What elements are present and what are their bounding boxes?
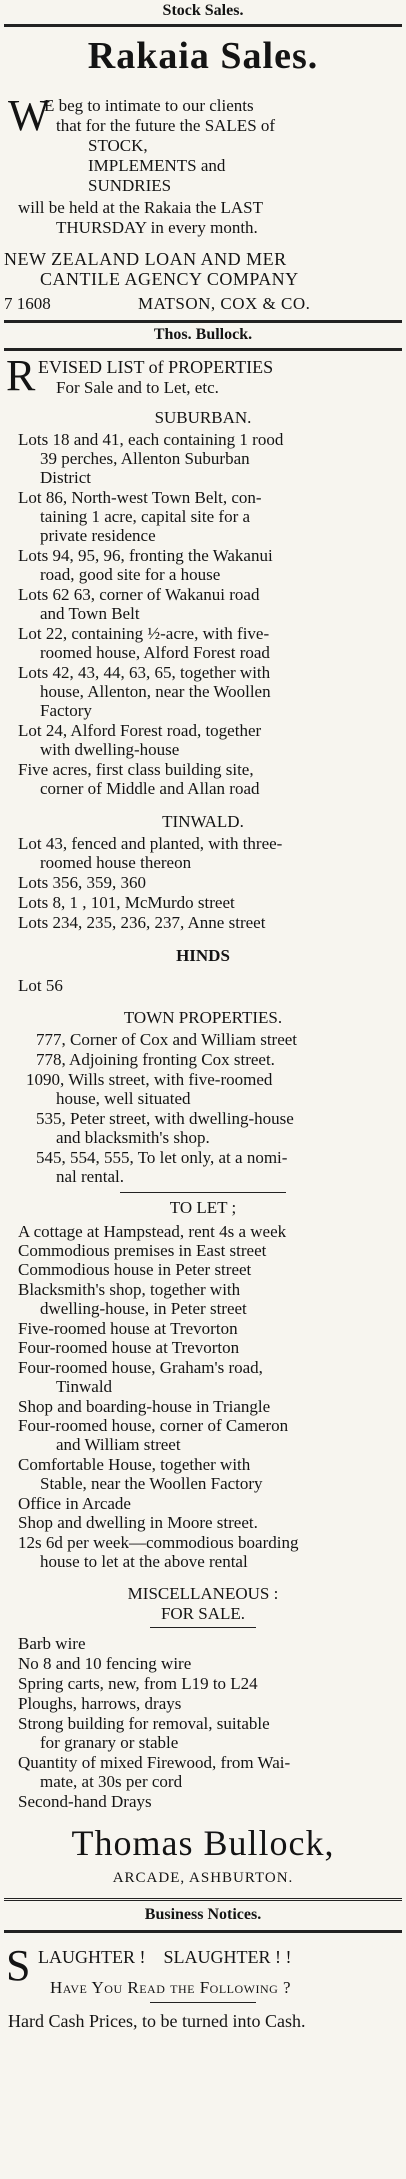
property-line: Shop and dwelling in Moore street. xyxy=(18,1513,258,1532)
advertiser-address: ARCADE, ASHBURTON. xyxy=(112,1870,294,1886)
property-line: taining 1 acre, capital site for a xyxy=(40,507,251,526)
property-line: 39 perches, Allenton Suburban xyxy=(40,449,250,468)
stock-line: that for the future the SALES of xyxy=(56,116,276,135)
stock-line: SUNDRIES xyxy=(88,176,172,195)
property-line: Lots 8, 1 , 101, McMurdo street xyxy=(18,893,235,912)
property-line: Lots 94, 95, 96, fronting the Wakanui xyxy=(18,546,273,565)
rakaia-sales-title: Rakaia Sales. xyxy=(87,35,319,77)
short-divider xyxy=(150,1627,256,1628)
sale-item: Second-hand Drays xyxy=(18,1792,152,1811)
company-line: CANTILE AGENCY COMPANY xyxy=(40,269,299,289)
divider xyxy=(4,320,402,323)
sale-item: Barb wire xyxy=(18,1634,86,1653)
property-line: house to let at the above rental xyxy=(40,1552,248,1571)
for-sale-subheading: FOR SALE. xyxy=(160,1604,246,1623)
short-divider xyxy=(120,1192,286,1193)
sale-item: for granary or stable xyxy=(40,1733,179,1752)
sale-item: Ploughs, harrows, drays xyxy=(18,1694,182,1713)
list-title: EVISED LIST of PROPERTIES xyxy=(38,357,274,377)
sale-item: Strong building for removal, suitable xyxy=(18,1714,270,1733)
property-line: roomed house thereon xyxy=(40,853,192,872)
company-line: NEW ZEALAND LOAN AND MER xyxy=(4,249,287,269)
stock-line: E beg to intimate to our clients xyxy=(44,96,254,115)
property-line: Five acres, first class building site, xyxy=(18,760,254,779)
bullock-heading: Thos. Bullock. xyxy=(153,326,253,343)
property-line: road, good site for a house xyxy=(40,565,221,584)
property-line: Four-roomed house at Trevorton xyxy=(18,1338,240,1357)
property-line: house, well situated xyxy=(56,1089,191,1108)
drop-cap-s: S xyxy=(6,1941,31,1990)
property-line: house, Allenton, near the Woollen xyxy=(40,682,271,701)
divider xyxy=(4,24,402,27)
ad-reference: 7 1608 xyxy=(4,294,51,313)
agents-name: MATSON, COX & CO. xyxy=(138,294,311,313)
property-line: corner of Middle and Allan road xyxy=(40,779,260,798)
misc-heading: MISCELLANEOUS : xyxy=(127,1584,279,1603)
property-line: Shop and boarding-house in Triangle xyxy=(18,1397,271,1416)
property-line: Four-roomed house, Graham's road, xyxy=(18,1358,263,1377)
sale-item: No 8 and 10 fencing wire xyxy=(18,1654,192,1673)
property-line: 535, Peter street, with dwelling-house xyxy=(36,1109,294,1128)
town-heading: TOWN PROPERTIES. xyxy=(123,1008,283,1027)
property-line: Lots 356, 359, 360 xyxy=(18,873,146,892)
divider xyxy=(4,1898,402,1901)
list-subtitle: For Sale and to Let, etc. xyxy=(56,378,219,397)
property-line: Lot 56 xyxy=(18,976,63,995)
property-line: Five-roomed house at Trevorton xyxy=(18,1319,238,1338)
property-line: 1090, Wills street, with five-roomed xyxy=(26,1070,273,1089)
property-line: Lots 18 and 41, each containing 1 rood xyxy=(18,430,284,449)
tinwald-heading: TINWALD. xyxy=(162,812,244,831)
sale-item: Spring carts, new, from L19 to L24 xyxy=(18,1674,258,1693)
drop-cap-w: W xyxy=(8,91,50,140)
property-line: with dwelling-house xyxy=(40,740,180,759)
stock-sales-heading: Stock Sales. xyxy=(162,2,244,19)
tolet-heading: TO LET ; xyxy=(169,1198,237,1217)
property-line: 778, Adjoining fronting Cox street. xyxy=(36,1050,275,1069)
property-line: Blacksmith's shop, together with xyxy=(18,1280,241,1299)
property-line: and blacksmith's shop. xyxy=(56,1128,210,1147)
divider xyxy=(4,1930,402,1933)
property-line: Factory xyxy=(40,701,92,720)
property-line: dwelling-house, in Peter street xyxy=(40,1299,247,1318)
sale-item: Quantity of mixed Firewood, from Wai- xyxy=(18,1753,291,1772)
property-line: 12s 6d per week—commodious boarding xyxy=(18,1533,299,1552)
property-line: and William street xyxy=(56,1435,181,1454)
drop-cap-r: R xyxy=(6,351,36,400)
advertiser-signature: Thomas Bullock, xyxy=(71,1823,335,1863)
property-line: roomed house, Alford Forest road xyxy=(40,643,270,662)
stock-line: IMPLEMENTS and xyxy=(88,156,226,175)
property-line: Commodious house in Peter street xyxy=(18,1260,252,1279)
property-line: Office in Arcade xyxy=(18,1494,131,1513)
slaughter-headline: LAUGHTER ! SLAUGHTER ! ! xyxy=(38,1947,292,1967)
hard-cash-line: Hard Cash Prices, to be turned into Cash. xyxy=(8,2011,306,2031)
property-line: Lot 24, Alford Forest road, together xyxy=(18,721,262,740)
stock-line: THURSDAY in every month. xyxy=(56,218,258,237)
property-line: Lot 86, North-west Town Belt, con- xyxy=(18,488,262,507)
property-line: Lot 22, containing ½-acre, with five- xyxy=(18,624,270,643)
property-line: 545, 554, 555, To let only, at a nomi- xyxy=(36,1148,288,1167)
property-line: Lots 234, 235, 236, 237, Anne street xyxy=(18,913,266,932)
property-line: Lots 42, 43, 44, 63, 65, together with xyxy=(18,663,271,682)
suburban-heading: SUBURBAN. xyxy=(154,408,252,427)
short-divider xyxy=(150,2002,256,2003)
divider xyxy=(4,348,402,351)
property-line: Stable, near the Woollen Factory xyxy=(40,1474,263,1493)
sale-item: mate, at 30s per cord xyxy=(40,1772,183,1791)
property-line: Lots 62 63, corner of Wakanui road xyxy=(18,585,260,604)
property-line: Tinwald xyxy=(56,1377,113,1396)
business-notices-heading: Business Notices. xyxy=(144,1906,262,1923)
property-line: A cottage at Hampstead, rent 4s a week xyxy=(18,1222,287,1241)
stock-line: STOCK, xyxy=(88,136,148,155)
property-line: 777, Corner of Cox and William street xyxy=(36,1030,298,1049)
property-line: Commodious premises in East street xyxy=(18,1241,267,1260)
property-line: Four-roomed house, corner of Cameron xyxy=(18,1416,289,1435)
property-line: District xyxy=(40,468,91,487)
property-line: nal rental. xyxy=(56,1167,124,1186)
property-line: Comfortable House, together with xyxy=(18,1455,251,1474)
stock-line: will be held at the Rakaia the LAST xyxy=(18,198,264,217)
property-line: Lot 43, fenced and planted, with three- xyxy=(18,834,283,853)
property-line: and Town Belt xyxy=(40,604,140,623)
property-line: private residence xyxy=(40,526,156,545)
have-you-read-line: Have You Read the Following ? xyxy=(50,1978,292,1997)
hinds-heading: HINDS xyxy=(176,946,230,965)
